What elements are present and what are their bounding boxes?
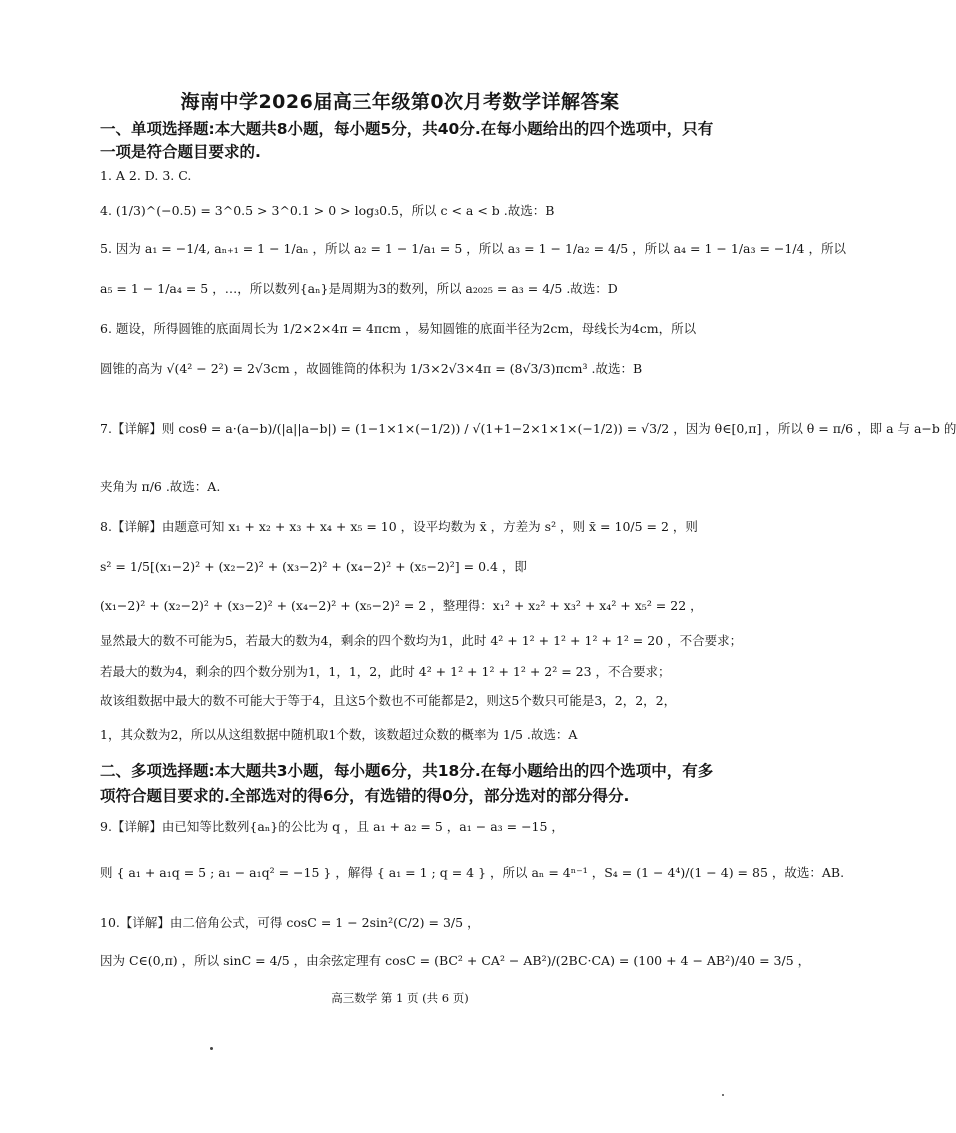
q10-line2: 因为 C∈(0,π) ，所以 sinC = 4/5 ，由余弦定理有 cosC = (BC² + CA² − AB²)/(2BC·CA) = (100 + 4 − AB²)/40 = 3/5 ，: [100, 953, 811, 968]
q8-line6: 故该组数据中最大的数不可能大于等于4，且这5个数也不可能都是2，则这5个数只可能是3，2，2，2，: [100, 693, 677, 708]
q9-line2: 则 { a₁ + a₁q = 5 ; a₁ − a₁q² = −15 } ，解得 { a₁ = 1 ; q = 4 } ，所以 aₙ = 4ⁿ⁻¹ ，S₄ = (1 − 4⁴)/(1 − 4) = 85 ，故选：AB.: [100, 865, 845, 880]
q8-line1: 8.【详解】由题意可知 x₁ + x₂ + x₃ + x₄ + x₅ = 10 ，设平均数为 x̄ ，方差为 s² ，则 x̄ = 10/5 = 2 ，则: [100, 519, 698, 534]
answers-1-3: 1. A 2. D. 3. C.: [100, 168, 192, 183]
scan-speck: [210, 1047, 213, 1050]
q5-line1: 5. 因为 a₁ = −1/4, aₙ₊₁ = 1 − 1/aₙ ，所以 a₂ = 1 − 1/a₁ = 5 ，所以 a₃ = 1 − 1/a₂ = 4/5 ，所以 a₄ = 1 − 1/a₃ = −1/4 ，所以: [100, 241, 846, 256]
q8-line4: 显然最大的数不可能为5，若最大的数为4，剩余的四个数均为1，此时 4² + 1² + 1² + 1² + 1² = 20 ，不合要求；: [100, 633, 743, 648]
q5-line2: a₅ = 1 − 1/a₄ = 5 ，…，所以数列{aₙ}是周期为3的数列，所以 a₂₀₂₅ = a₃ = 4/5 .故选：D: [100, 281, 618, 296]
q9-line1: 9.【详解】由已知等比数列{aₙ}的公比为 q ，且 a₁ + a₂ = 5 ，a₁ − a₃ = −15 ，: [100, 819, 564, 834]
q7-line1: 7.【详解】则 cosθ = a·(a−b)/(|a||a−b|) = (1−1×1×(−1/2)) / √(1+1−2×1×1×(−1/2)) = √3/2 ，因为 θ∈[0,π] ，所以 θ = π/6 ，即 a 与 a−b 的: [100, 421, 956, 436]
section2-heading-line1: 二、多项选择题:本大题共3小题，每小题6分，共18分.在每小题给出的四个选项中，有多: [100, 762, 714, 780]
q6-line1: 6. 题设，所得圆锥的底面周长为 1/2×2×4π = 4πcm ，易知圆锥的底面半径为2cm，母线长为4cm，所以: [100, 321, 697, 336]
q4-solution: 4. (1/3)^(−0.5) = 3^0.5 > 3^0.1 > 0 > log₃0.5，所以 c < a < b .故选：B: [100, 203, 555, 218]
section2-heading-line2: 项符合题目要求的.全部选对的得6分，有选错的得0分，部分选对的部分得分.: [100, 787, 630, 805]
page-title: 海南中学2026届高三年级第0次月考数学详解答案: [180, 91, 620, 113]
q8-line7: 1，其众数为2，所以从这组数据中随机取1个数，该数超过众数的概率为 1/5 .故选：A: [100, 727, 578, 742]
q6-line2: 圆锥的高为 √(4² − 2²) = 2√3cm ，故圆锥筒的体积为 1/3×2√3×4π = (8√3/3)πcm³ .故选：B: [100, 361, 643, 376]
page-footer: 高三数学 第 1 页 (共 6 页): [331, 991, 469, 1005]
q8-line2: s² = 1/5[(x₁−2)² + (x₂−2)² + (x₃−2)² + (x₄−2)² + (x₅−2)²] = 0.4 ，即: [100, 559, 527, 574]
q7-line2: 夹角为 π/6 .故选：A.: [100, 479, 221, 494]
q8-line5: 若最大的数为4，剩余的四个数分别为1，1，1，2，此时 4² + 1² + 1² + 1² + 2² = 23 ，不合要求；: [100, 664, 671, 679]
section1-heading-line1: 一、单项选择题:本大题共8小题，每小题5分，共40分.在每小题给出的四个选项中，只有: [100, 120, 714, 138]
q8-line3: (x₁−2)² + (x₂−2)² + (x₃−2)² + (x₄−2)² + (x₅−2)² = 2 ，整理得：x₁² + x₂² + x₃² + x₄² + x₅² = 22 ，: [100, 598, 703, 613]
q10-line1: 10.【详解】由二倍角公式，可得 cosC = 1 − 2sin²(C/2) = 3/5 ，: [100, 915, 480, 930]
section1-heading-line2: 一项是符合题目要求的.: [100, 143, 261, 161]
scan-speck: [722, 1094, 724, 1096]
